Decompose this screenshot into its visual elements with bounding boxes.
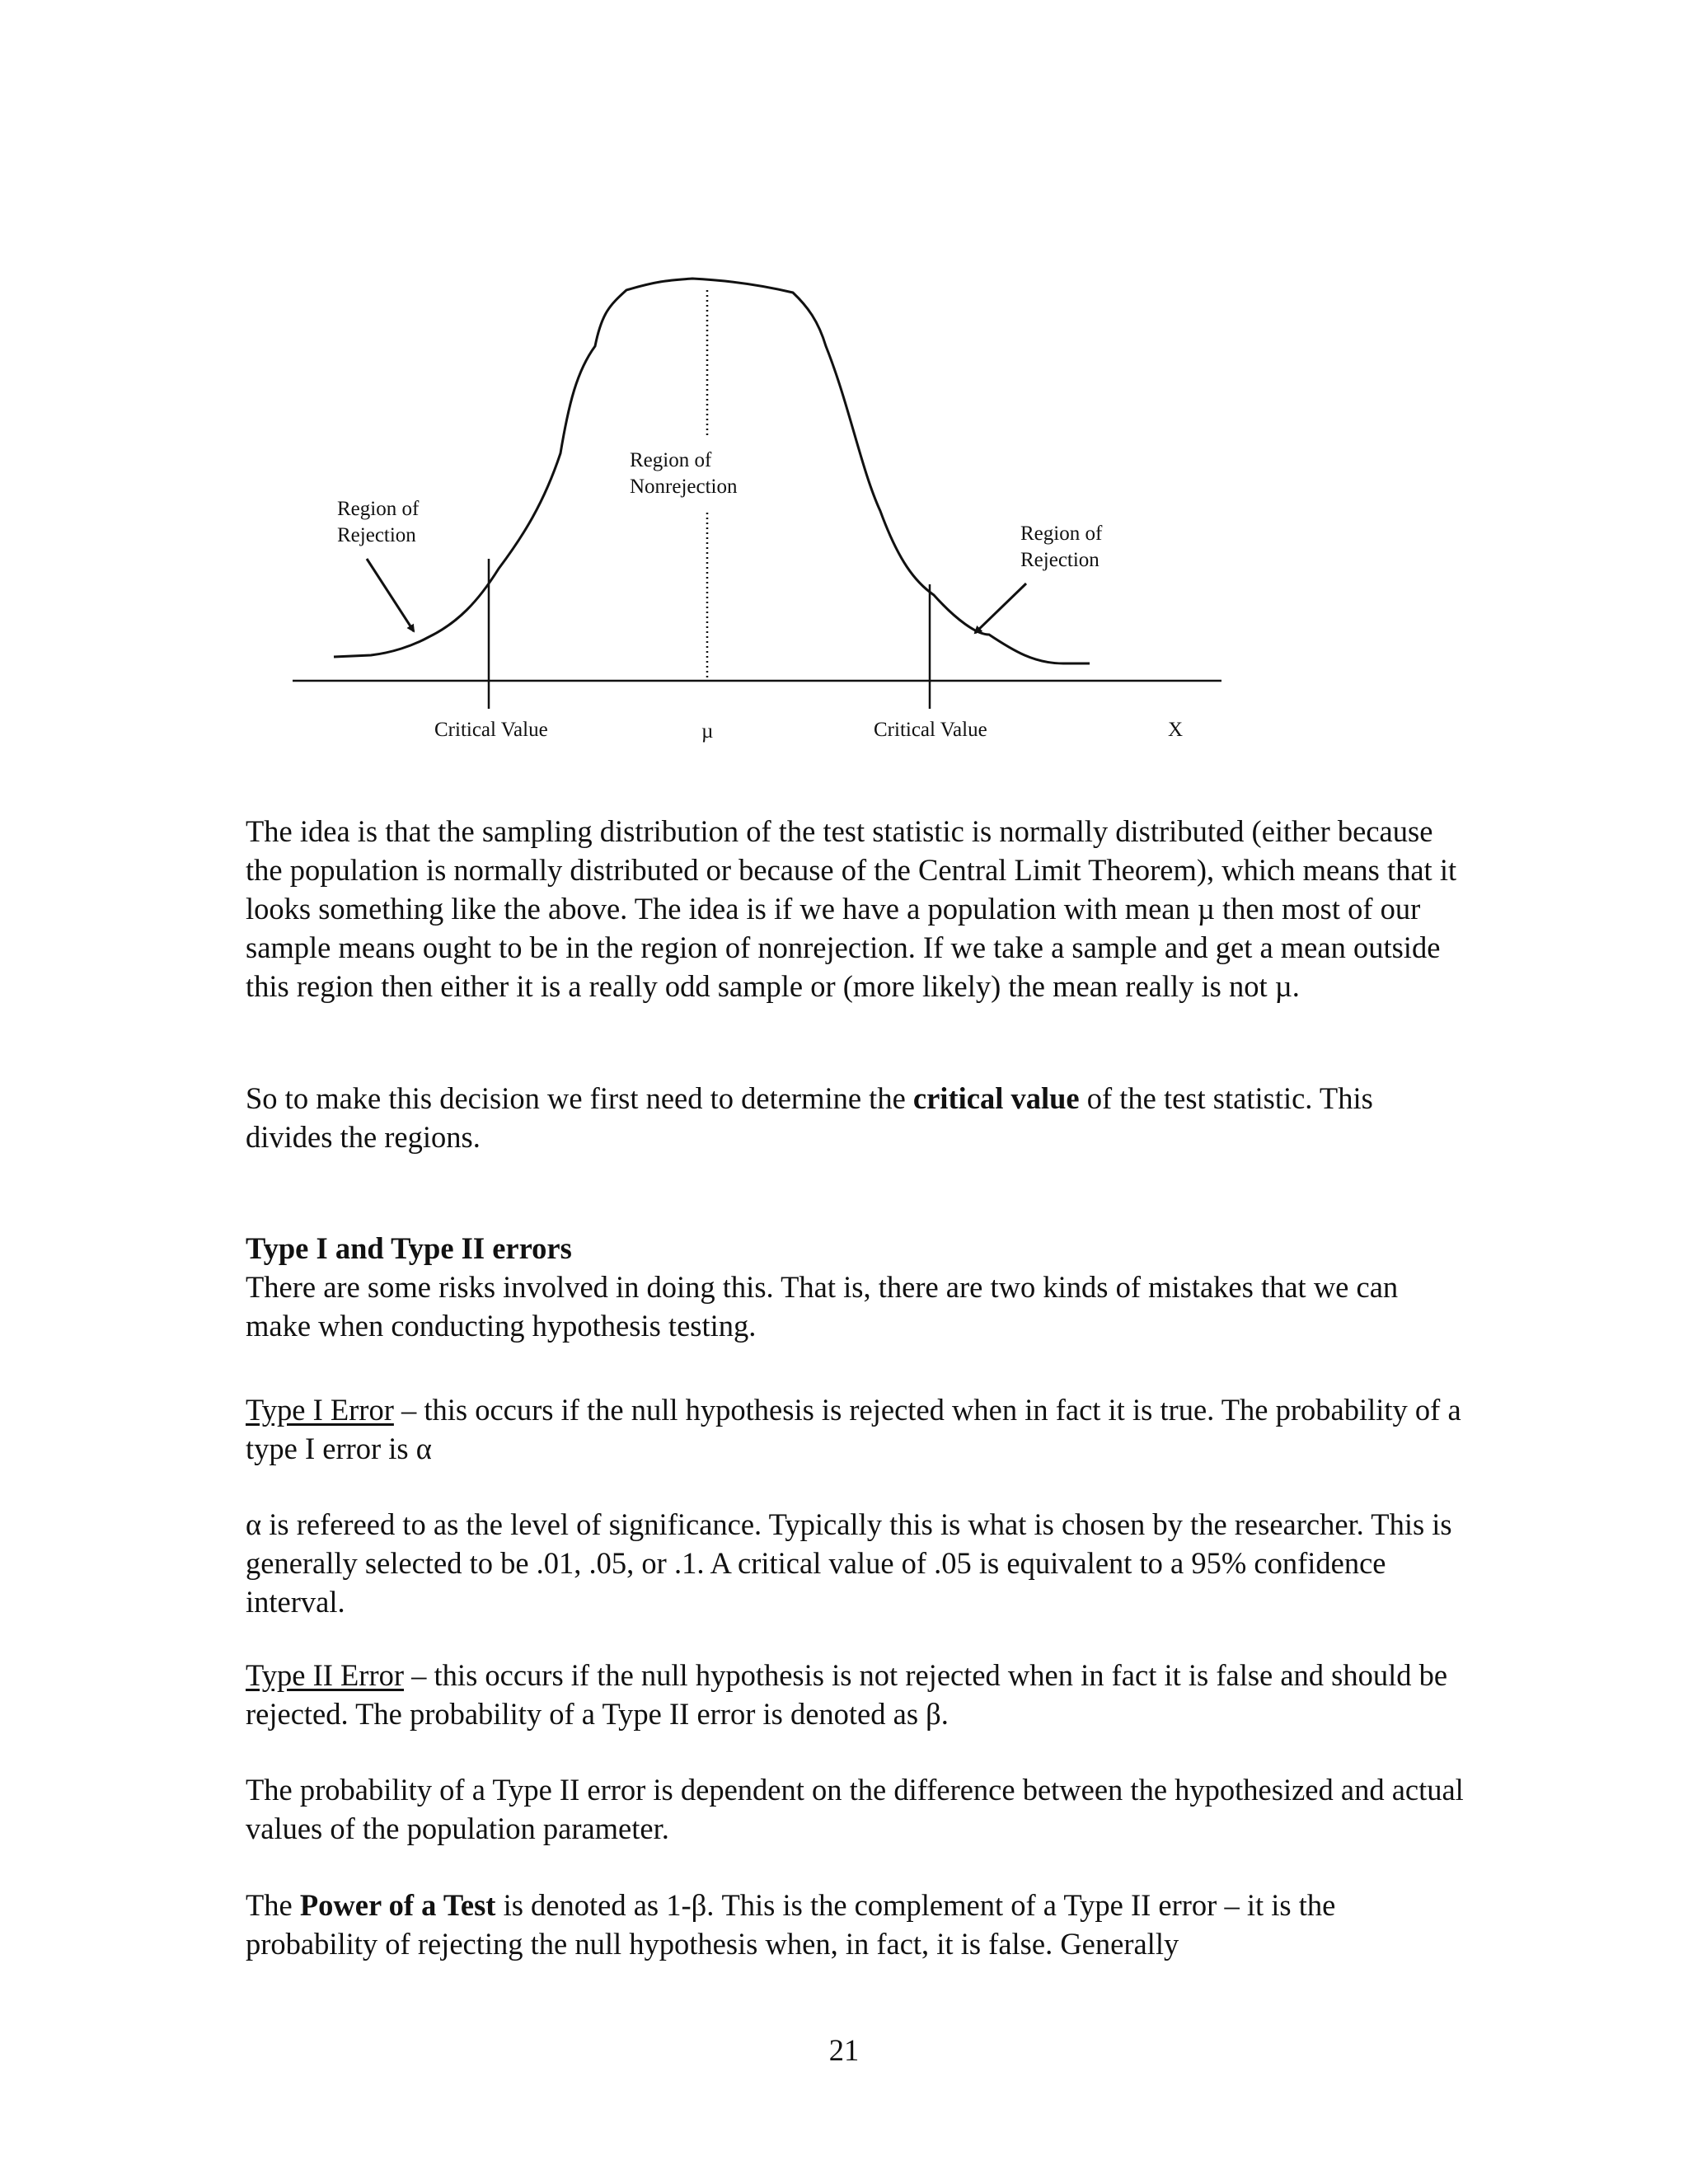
normal-distribution-diagram	[0, 0, 1688, 791]
bell-curve	[334, 279, 1090, 663]
text-run: – this occurs if the null hypothesis is rejected when in fact it is true. The probability of a type I error is α	[246, 1393, 1461, 1465]
paragraph-critical-value	[246, 1079, 1465, 1156]
right-region-label-line1: Region of	[1020, 523, 1103, 545]
center-region-label-line1: Region of	[630, 449, 712, 471]
text-run: So to make this decision we first need to determine the	[246, 1081, 913, 1115]
bold-term: critical value	[912, 1081, 1080, 1115]
underlined-term: Type I Error	[246, 1393, 394, 1427]
text-run: of the test statistic. This divides the regions.	[246, 1081, 1373, 1154]
paragraph-text	[246, 1079, 1465, 1156]
paragraph-significance-level	[246, 1505, 1465, 1621]
paragraph-text: There are some risks involved in doing this. That is, there are two kinds of mistakes that we can make when conducting hypothesis testing.	[246, 1270, 1399, 1343]
paragraph-power-of-test	[246, 1886, 1465, 1963]
paragraph-type-two-dependence	[246, 1770, 1465, 1848]
paragraph-text: The probability of a Type II error is dependent on the difference between the hypothesized and actual values of the population parameter.	[246, 1773, 1464, 1845]
left-region-label-line2: Rejection	[337, 524, 416, 546]
underlined-term: Type II Error	[246, 1658, 405, 1692]
paragraph-type-one-error	[246, 1390, 1465, 1468]
text-run: – this occurs if the null hypothesis is not rejected when in fact it is false and should be rejected. The probability of a Type II error is denoted as β.	[246, 1658, 1448, 1731]
page-number: 21	[828, 2033, 860, 2067]
text-run: The	[246, 1888, 300, 1922]
text-run: is denoted as 1-β. This is the complement of a Type II error – it is the probability of rejecting the null hypothesis when, in fact, it is false. Generally	[246, 1888, 1336, 1961]
right-rejection-arrow	[975, 583, 1026, 633]
right-critical-value-label: Critical Value	[874, 719, 987, 741]
center-region-label-line2: Nonrejection	[630, 476, 738, 498]
right-region-label-line2: Rejection	[1020, 549, 1100, 571]
left-rejection-arrow	[367, 559, 414, 631]
x-axis-label: X	[1168, 719, 1184, 741]
mean-label: µ	[701, 720, 714, 743]
left-critical-value-label: Critical Value	[434, 719, 548, 741]
bold-term: Power of a Test	[299, 1888, 496, 1922]
section-heading: Type I and Type II errors	[246, 1231, 572, 1265]
paragraph-text	[246, 1886, 1465, 1963]
paragraph-sampling-distribution	[246, 812, 1465, 1005]
section-type-errors	[246, 1229, 1465, 1345]
paragraph-text: α is refereed to as the level of significance. Typically this is what is chosen by the researcher. This is generally selected to be .01, .05, or .1. A critical value of .05 is equivalent to a 95% confidence interval.	[246, 1507, 1452, 1619]
paragraph-text	[246, 1390, 1465, 1468]
paragraph-text	[246, 1656, 1465, 1733]
paragraph-type-two-error	[246, 1656, 1465, 1733]
paragraph-text: The idea is that the sampling distribution of the test statistic is normally distributed (either because the population is normally distributed or because of the Central Limit Theorem), which means that it looks something like the above. The idea is if we have a population with mean µ then most of our sample means ought to be in the region of nonrejection. If we take a sample and get a mean outside this region then either it is a really odd sample or (more likely) the mean really is not µ.	[246, 814, 1457, 1003]
left-region-label-line1: Region of	[337, 498, 420, 520]
